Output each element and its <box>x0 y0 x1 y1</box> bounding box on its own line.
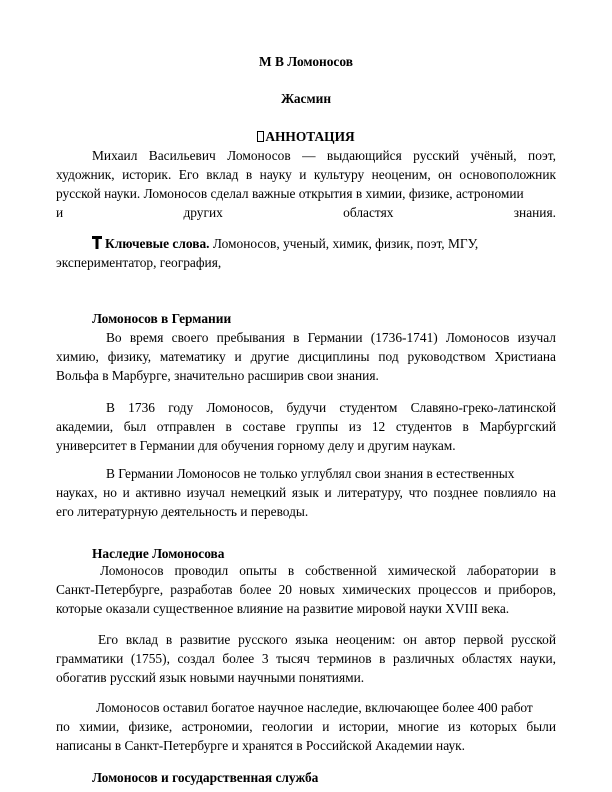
paragraph-line: Его вклад в развитие русского языка неоценим: он автор первой русской <box>98 632 556 647</box>
annotation-line: художник, историк. Его вклад в науку и культуру неоценим, он основоположник <box>56 167 556 182</box>
annotation-word: знания. <box>513 205 556 220</box>
keywords-label: Ключевые слова. <box>105 236 210 251</box>
annotation-word: областях <box>343 205 394 220</box>
paragraph-line: Во время своего пребывания в Германии (1736-1741) Ломоносов изучал <box>106 330 556 345</box>
document-title: Жасмин <box>280 91 332 106</box>
annotation-word: других <box>183 205 223 220</box>
paragraph-line: Ломоносов проводил опыты в собственной химической лаборатории в <box>100 563 556 578</box>
paragraph-line: науках, но и активно изучал немецкий язык и литературу, что позднее повлияло на <box>56 485 556 500</box>
paragraph-line: обогатив русский язык новыми научными понятиями. <box>56 670 365 685</box>
paragraph-line: университет в Германии для обучения горному делу и другим наукам. <box>56 438 456 453</box>
paragraph-line: его литературную деятельность и переводы. <box>56 504 309 519</box>
section-heading-state-service: Ломоносов и государственная служба <box>92 770 319 785</box>
paragraph-line: В Германии Ломоносов не только углублял свои знания в естественных <box>106 466 515 481</box>
annotation-line: русской науки. Ломоносов сделал важные открытия в химии, физике, астрономии <box>56 186 524 201</box>
keywords-list: Ломоносов, ученый, химик, физик, поэт, МГУ, <box>209 236 479 251</box>
paragraph-line: которые оказали существенное влияние на развитие мировой науки XVIII века. <box>56 601 510 616</box>
keywords-line <box>92 235 478 252</box>
missing-glyph-icon <box>257 131 264 142</box>
paragraph-line: Санкт-Петербурге, разработав более 20 новых химических процессов и приборов, <box>56 582 556 597</box>
key-marker-icon <box>92 236 102 249</box>
section-heading-legacy: Наследие Ломоносова <box>92 546 225 561</box>
annotation-heading <box>0 128 612 145</box>
paragraph-line: написаны в Санкт-Петербурге и хранятся в Российской Академии наук. <box>56 738 466 753</box>
paragraph-line: В 1736 году Ломоносов, будучи студентом Славяно-греко-латинской <box>106 400 556 415</box>
paragraph-line: грамматики (1755), создал более 3 тысяч терминов в различных областях науки, <box>56 651 556 666</box>
keywords-line-2: экспериментатор, география, <box>56 255 222 270</box>
paragraph-line: академии, был отправлен в составе группы из 12 студентов в Марбургский <box>56 419 556 434</box>
annotation-line: Михаил Васильевич Ломоносов — выдающийся русский учёный, поэт, <box>92 148 556 163</box>
paragraph-line: Ломоносов оставил богатое научное наследие, включающее более 400 работ <box>96 700 533 715</box>
section-heading-germany: Ломоносов в Германии <box>92 311 232 326</box>
author-line: М В Ломоносов <box>259 54 353 69</box>
annotation-heading-text: АННОТАЦИЯ <box>265 129 355 144</box>
paragraph-line: химию, физику, математику и другие дисциплины под руководством Христиана <box>56 349 556 364</box>
annotation-word: и <box>56 205 64 220</box>
paragraph-line: Вольфа в Марбурге, значительно расширив свои знания. <box>56 368 379 383</box>
annotation-last-line <box>56 204 556 221</box>
paragraph-line: по химии, физике, астрономии, геологии и истории, многие из которых были <box>56 719 556 734</box>
